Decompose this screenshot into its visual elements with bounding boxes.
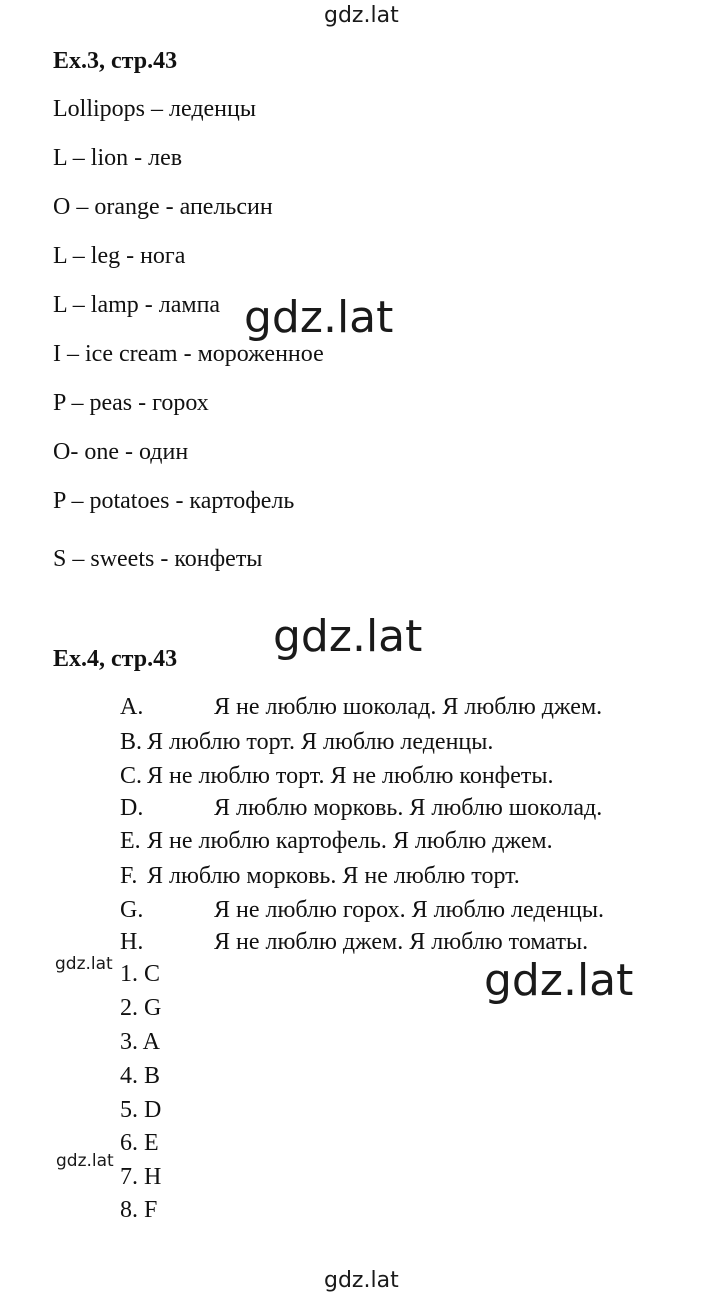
item-text: Я люблю морковь. Я люблю шоколад. (214, 795, 603, 821)
ex3-line: O- one - один (53, 439, 189, 465)
item-text: Я не люблю картофель. Я люблю джем. (147, 828, 553, 854)
watermark-small: gdz.lat (55, 954, 113, 974)
answer-item: 2. G (120, 995, 162, 1021)
item-text: Я не люблю шоколад. Я люблю джем. (214, 694, 603, 720)
ex3-heading: Ex.3, стр.43 (53, 48, 178, 74)
ex4-heading: Ex.4, стр.43 (53, 646, 178, 672)
ex3-line: L – lion - лев (53, 145, 183, 171)
item-letter: D. (120, 795, 144, 821)
item-letter: F. (120, 863, 138, 889)
watermark-small: gdz.lat (56, 1151, 114, 1171)
watermark-large: gdz.lat (273, 611, 423, 662)
answer-item: 4. B (120, 1063, 161, 1089)
ex3-line: L – leg - нога (53, 243, 186, 269)
item-letter: G. (120, 897, 144, 923)
item-text: Я не люблю торт. Я не люблю конфеты. (147, 763, 554, 789)
watermark-top: gdz.lat (324, 3, 399, 28)
answer-item: 6. E (120, 1130, 159, 1156)
ex3-line: Lollipops – леденцы (53, 96, 256, 122)
item-text: Я не люблю джем. Я люблю томаты. (214, 929, 589, 955)
answer-item: 3. A (120, 1029, 161, 1055)
watermark-large: gdz.lat (244, 292, 394, 343)
item-text: Я не люблю горох. Я люблю леденцы. (214, 897, 604, 923)
answer-item: 1. C (120, 961, 161, 987)
ex3-line: O – orange - апельсин (53, 194, 273, 220)
ex3-line: P – peas - горох (53, 390, 209, 416)
watermark-large: gdz.lat (484, 955, 634, 1006)
item-letter: A. (120, 694, 144, 720)
ex3-line: S – sweets - конфеты (53, 546, 263, 572)
ex3-line: L – lamp - лампа (53, 292, 221, 318)
answer-item: 7. H (120, 1164, 162, 1190)
ex3-line: P – potatoes - картофель (53, 488, 295, 514)
item-letter: B. (120, 729, 143, 755)
item-letter: C. (120, 763, 143, 789)
item-text: Я люблю торт. Я люблю леденцы. (147, 729, 494, 755)
answer-item: 8. F (120, 1197, 158, 1223)
watermark-bottom: gdz.lat (324, 1268, 399, 1293)
item-letter: H. (120, 929, 144, 955)
item-letter: E. (120, 828, 141, 854)
answer-item: 5. D (120, 1097, 162, 1123)
ex3-line: I – ice cream - мороженное (53, 341, 324, 367)
item-text: Я люблю морковь. Я не люблю торт. (147, 863, 520, 889)
